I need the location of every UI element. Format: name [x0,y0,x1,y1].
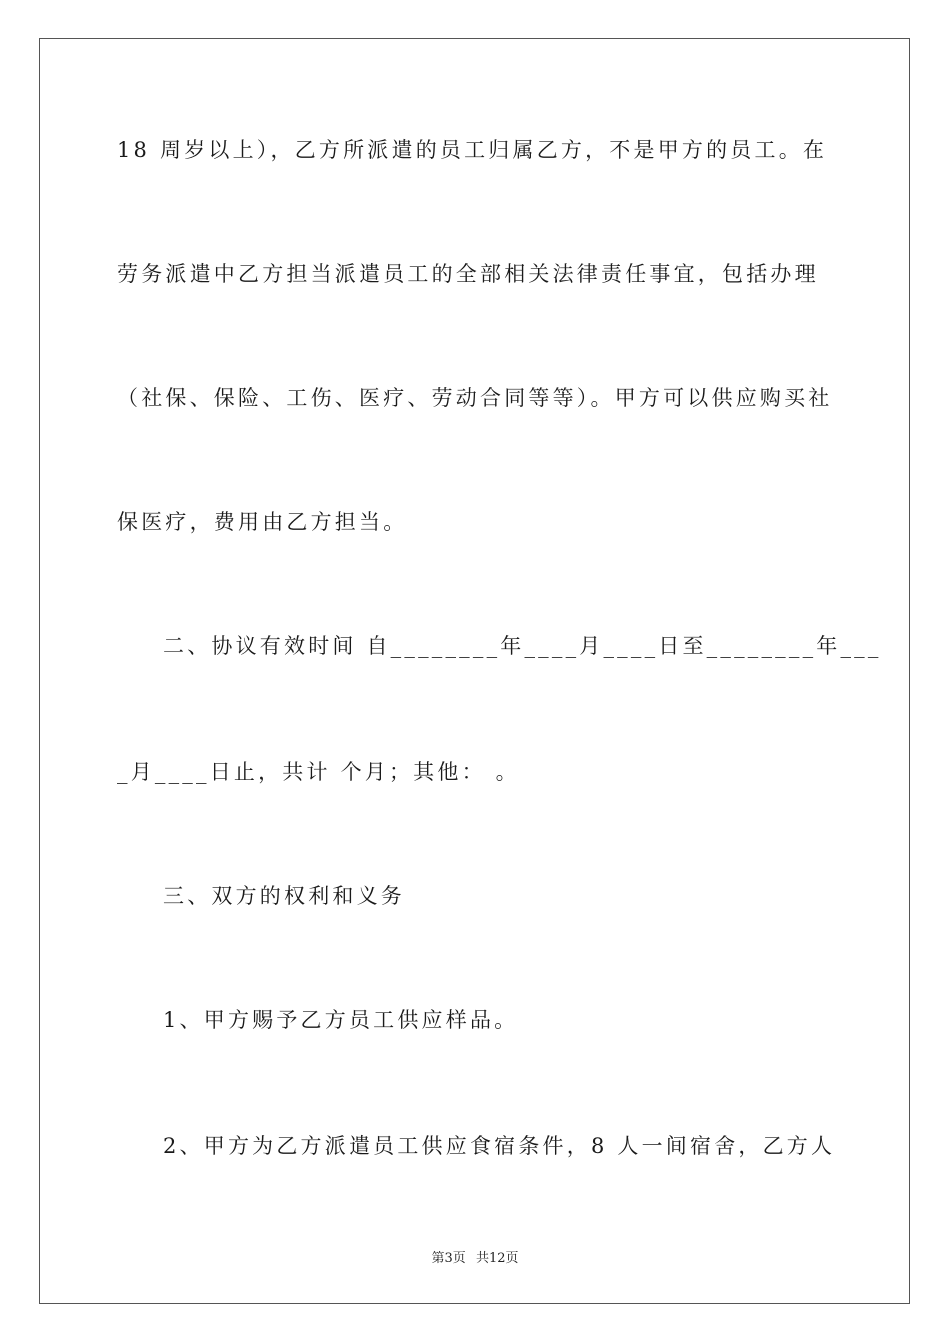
page-number: 第3页 [431,1251,466,1266]
text-line-3: （社保、保险、工伤、医疗、劳动合同等等）。甲方可以供应购买社 [117,386,833,410]
text-line-2: 劳务派遣中乙方担当派遣员工的全部相关法律责任事宜，包括办理 [117,262,819,286]
text-line-6: _月____日止，共计 个月；其他： 。 [117,760,520,784]
page-total: 共12页 [475,1251,519,1266]
text-line-1: 18 周岁以上），乙方所派遣的员工归属乙方，不是甲方的员工。在 [117,138,828,162]
section-3-heading: 三、双方的权利和义务 [163,884,405,908]
clause-2: 2、甲方为乙方派遣员工供应食宿条件，8 人一间宿舍，乙方人 [163,1134,836,1158]
clause-1: 1、甲方赐予乙方员工供应样品。 [163,1008,519,1032]
section-2-heading: 二、协议有效时间 自________年____月____日至________年___ [163,634,882,658]
page-border [39,38,910,1304]
page-footer [0,1247,950,1266]
text-line-4: 保医疗，费用由乙方担当。 [117,510,408,534]
